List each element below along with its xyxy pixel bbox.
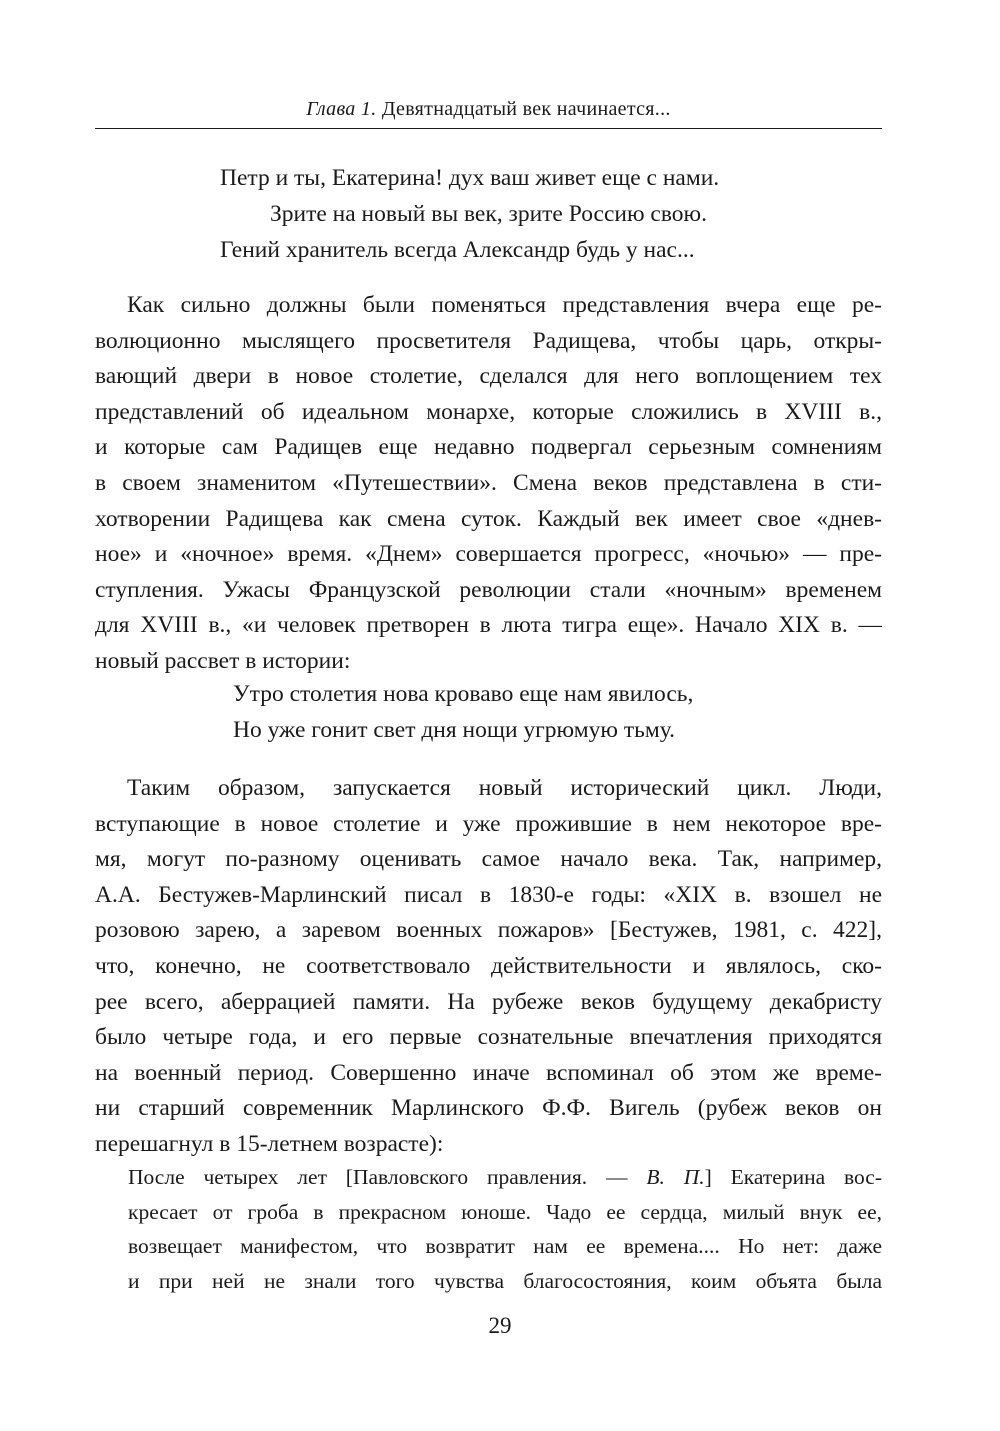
text-line: Как сильно должны были поменяться представления вчера еще ре- [127, 292, 882, 318]
text-line: представлений об идеальном монархе, которые сложились в XVIII в., [95, 398, 882, 425]
text-line: вающий двери в новое столетие, сделался для него воплощением тех [95, 363, 882, 390]
text-line: розовою зарею, а заревом военных пожаров» [Бестужев, 1981, с. 422], [95, 917, 882, 944]
header-rule [95, 128, 882, 129]
running-header [95, 98, 882, 121]
page-number: 29 [488, 1313, 512, 1338]
text-line: Таким образом, запускается новый исторический цикл. Люди, [127, 775, 882, 801]
verse-line: Петр и ты, Екатерина! дух ваш живет еще с нами. [220, 165, 720, 191]
text-line: на военный период. Совершенно иначе вспоминал об этом же време- [95, 1059, 882, 1086]
verse-line: Гений хранитель всегда Александр будь у нас... [220, 237, 695, 263]
quote-line: возвещает манифестом, что возвратит нам ее времена.... Но нет: даже [128, 1234, 882, 1258]
quote-line: кресает от гроба в прекрасном юноше. Чадо ее сердца, милый внук ее, [128, 1199, 882, 1224]
paragraph-1 [95, 288, 882, 680]
text-line: и которые сам Радищев еще недавно подвергал серьезным сомнениям [95, 434, 882, 461]
paragraph-2 [95, 771, 882, 1163]
verse-line: Зрите на новый вы век, зрите Россию свою. [270, 201, 707, 227]
text-line: новый рассвет в истории: [95, 647, 351, 674]
text-line: в своем знаменитом «Путешествии». Смена веков представлена в сти- [95, 469, 882, 496]
text-line: перешагнул в 15-летнем возрасте): [95, 1130, 444, 1157]
text-line: ное» и «ночное» время. «Днем» совершается прогресс, «ночью» — пре- [95, 541, 882, 568]
text-line: вступающие в новое столетие и уже прожившие в нем некоторое вре- [95, 810, 882, 837]
verse-line: Утро столетия нова кроваво еще нам явилось, [233, 681, 694, 707]
text-line: А.А. Бестужев-Марлинский писал в 1830-е годы: «XIX в. взошел не [95, 881, 882, 908]
text-line: для XVIII в., «и человек претворен в люта тигра еще». Начало XIX в. — [95, 612, 882, 639]
text-line: рее всего, аберрацией памяти. На рубеже веков будущему декабристу [95, 988, 882, 1015]
text-line: ступления. Ужасы Французской революции стали «ночным» временем [95, 576, 882, 603]
chapter-title: Девятнадцатый век начинается... [381, 98, 671, 120]
text-line: мя, могут по-разному оценивать самое начало века. Так, например, [95, 846, 882, 873]
quote-line: и при ней не знали того чувства благосостояния, коим объята была [128, 1268, 882, 1293]
text-line: что, конечно, не соответствовало действительности и являлось, ско- [95, 952, 882, 979]
text-line: хотворении Радищева как смена суток. Каждый век имеет свое «днев- [95, 505, 882, 532]
quote-line [128, 1160, 882, 1195]
verse-line: Но уже гонит свет дня нощи угрюмую тьму. [233, 717, 675, 743]
text-line: ни старший современник Марлинского Ф.Ф. Вигель (рубеж веков он [95, 1095, 882, 1122]
chapter-label: Глава 1. [306, 98, 377, 120]
quote-text: ] Екатерина вос- [704, 1165, 882, 1189]
text-line: было четыре года, и его первые сознательные впечатления приходятся [95, 1024, 882, 1051]
author-initials: В. П. [646, 1165, 705, 1189]
text-line: волюционно мыслящего просветителя Радищева, чтобы царь, откры- [95, 327, 882, 354]
quote-text: После четырех лет [Павловского правления. — [128, 1165, 647, 1189]
block-quote [128, 1160, 882, 1298]
